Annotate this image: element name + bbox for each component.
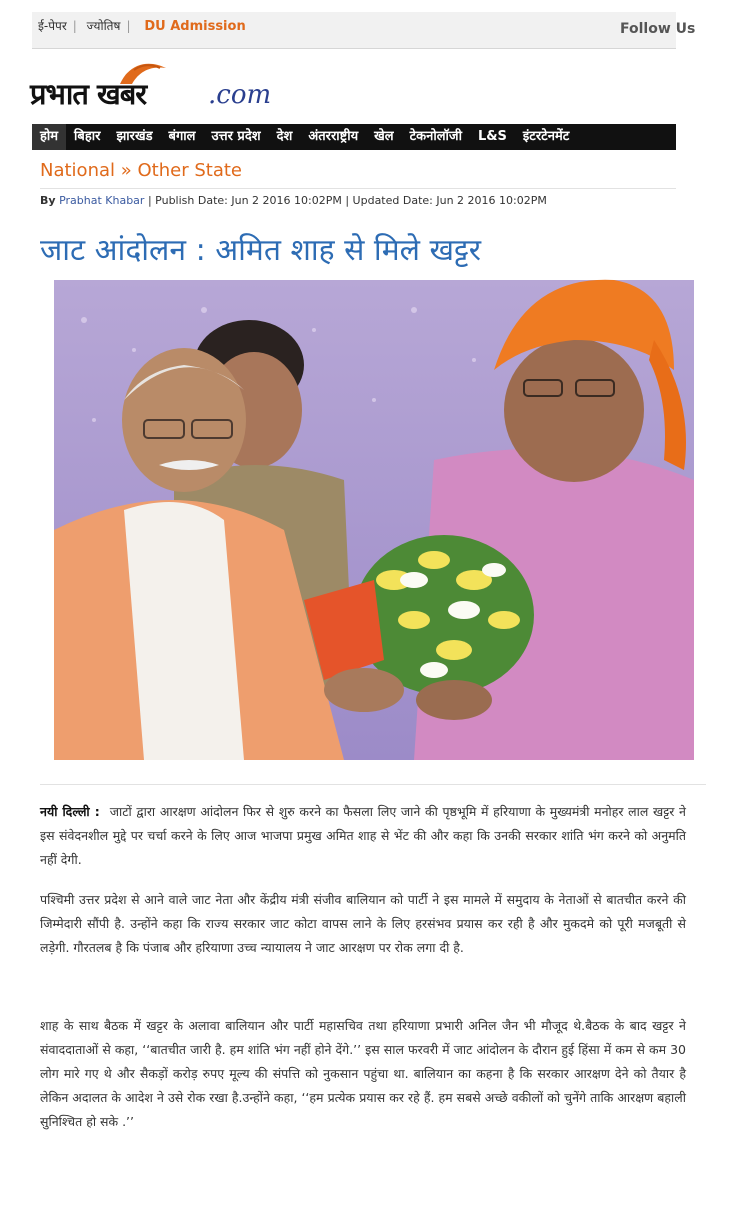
site-logo[interactable] (30, 58, 300, 118)
logo-hindi-text: प्रभात खबर (30, 77, 147, 111)
epaper-link[interactable]: ई-पेपर (38, 19, 67, 33)
nav-item-entertainment[interactable]: इंटरटेनमेंट (522, 129, 570, 144)
astrology-link[interactable]: ज्योतिष (86, 19, 121, 33)
nav-item-international[interactable]: अंतरराष्ट्रीय (308, 129, 359, 144)
nav-item-uttar-pradesh[interactable]: उत्तर प्रदेश (211, 129, 261, 144)
nav-item-desh[interactable]: देश (276, 129, 293, 144)
article-paragraph-1-text: जाटों द्वारा आरक्षण आंदोलन फिर से शुरु करने का फैसला लिए जाने की पृष्ठभूमि में हरियाणा के मुख्यमंत्री मनोहर लाल खट्टर ने इस संवेदनशील मुद्दे पर चर्चा करने के लिए आज भाजपा प्रमुख अमित शाह से भेंट की और कहा कि उनकी सरकार शांति भंग करने को अनुमति नहीं देगी. (40, 804, 686, 867)
breadcrumb (40, 160, 242, 181)
byline-dates: | Publish Date: Jun 2 2016 10:02PM | Updated Date: Jun 2 2016 10:02PM (147, 194, 547, 207)
article-photo (54, 280, 694, 760)
byline (40, 194, 547, 207)
article-paragraph-2: पश्चिमी उत्तर प्रदेश से आने वाले जाट नेता और केंद्रीय मंत्री संजीव बालियान को पार्टी ने इस मामले में समुदाय के नेताओं से बातचीत करने की जिम्मेदारी सौंपी है. उन्होंने कहा कि राज्य सरकार जाट कोटा वापस लाने के लिए हरसंभव प्रयास कर रही है और मुकदमे को पूरी मजबूती से लड़ेगी. गौरतलब है कि पंजाब और हरियाणा उच्च न्यायालय ने जाट आरक्षण पर रोक लगा दी है. (40, 892, 686, 955)
nav-item-ls[interactable]: L&S (477, 129, 507, 144)
du-admission-link[interactable]: DU Admission (144, 19, 246, 34)
follow-us-label[interactable]: Follow Us (620, 21, 696, 37)
nav-item-technology[interactable]: टेकनोलॉजी (409, 129, 462, 144)
byline-by: By (40, 194, 56, 207)
top-links: ई-पेपर | ज्योतिष | DU Admission (38, 19, 246, 34)
main-nav (32, 124, 676, 150)
nav-item-bengal[interactable]: बंगाल (168, 129, 196, 144)
article-paragraph-1 (40, 800, 686, 872)
article-dateline: नयी दिल्ली : (40, 804, 100, 819)
byline-author-link[interactable]: Prabhat Khabar (59, 194, 145, 207)
breadcrumb-national[interactable]: National (40, 160, 116, 181)
article-headline: जाट आंदोलन : अमित शाह से मिले खट्टर (40, 233, 481, 268)
top-utility-bar (32, 12, 696, 49)
breadcrumb-divider (40, 188, 676, 189)
breadcrumb-other-state[interactable]: Other State (137, 160, 242, 181)
nav-item-home[interactable]: होम (32, 124, 66, 150)
nav-item-jharkhand[interactable]: झारखंड (116, 129, 153, 144)
nav-item-bihar[interactable]: बिहार (74, 129, 101, 144)
photo-divider (40, 784, 706, 785)
nav-item-sports[interactable]: खेल (374, 129, 394, 144)
article-paragraph-3: शाह के साथ बैठक में खट्टर के अलावा बालियान और पार्टी महासचिव तथा हरियाणा प्रभारी अनिल जैन भी मौजूद थे.बैठक के बाद खट्टर ने संवाददाताओं से कहा, ‘‘बातचीत जारी है. हम शांति भंग नहीं होने देंगे.’’ इस साल फरवरी में जाट आंदोलन के दौरान हुई हिंसा में कम से कम 30 लोग मारे गए थे और सैकड़ों करोड़ रुपए मूल्य की संपत्ति को नुकसान पहुंचा था. बालियान का कहना है कि सरकार आरक्षण देने को तैयार है लेकिन अदालत के आदेश ने उसे रोक रखा है.उन्होंने कहा, ‘‘हम प्रत्येक प्रयास कर रहे हैं. हम सबसे अच्छे वकीलों को चुनेंगे ताकि आरक्षण बहाली सुनिश्चित हो सके .’’ (40, 1018, 686, 1129)
breadcrumb-separator: » (120, 160, 132, 181)
logo-dotcom-text: .com (208, 80, 272, 110)
